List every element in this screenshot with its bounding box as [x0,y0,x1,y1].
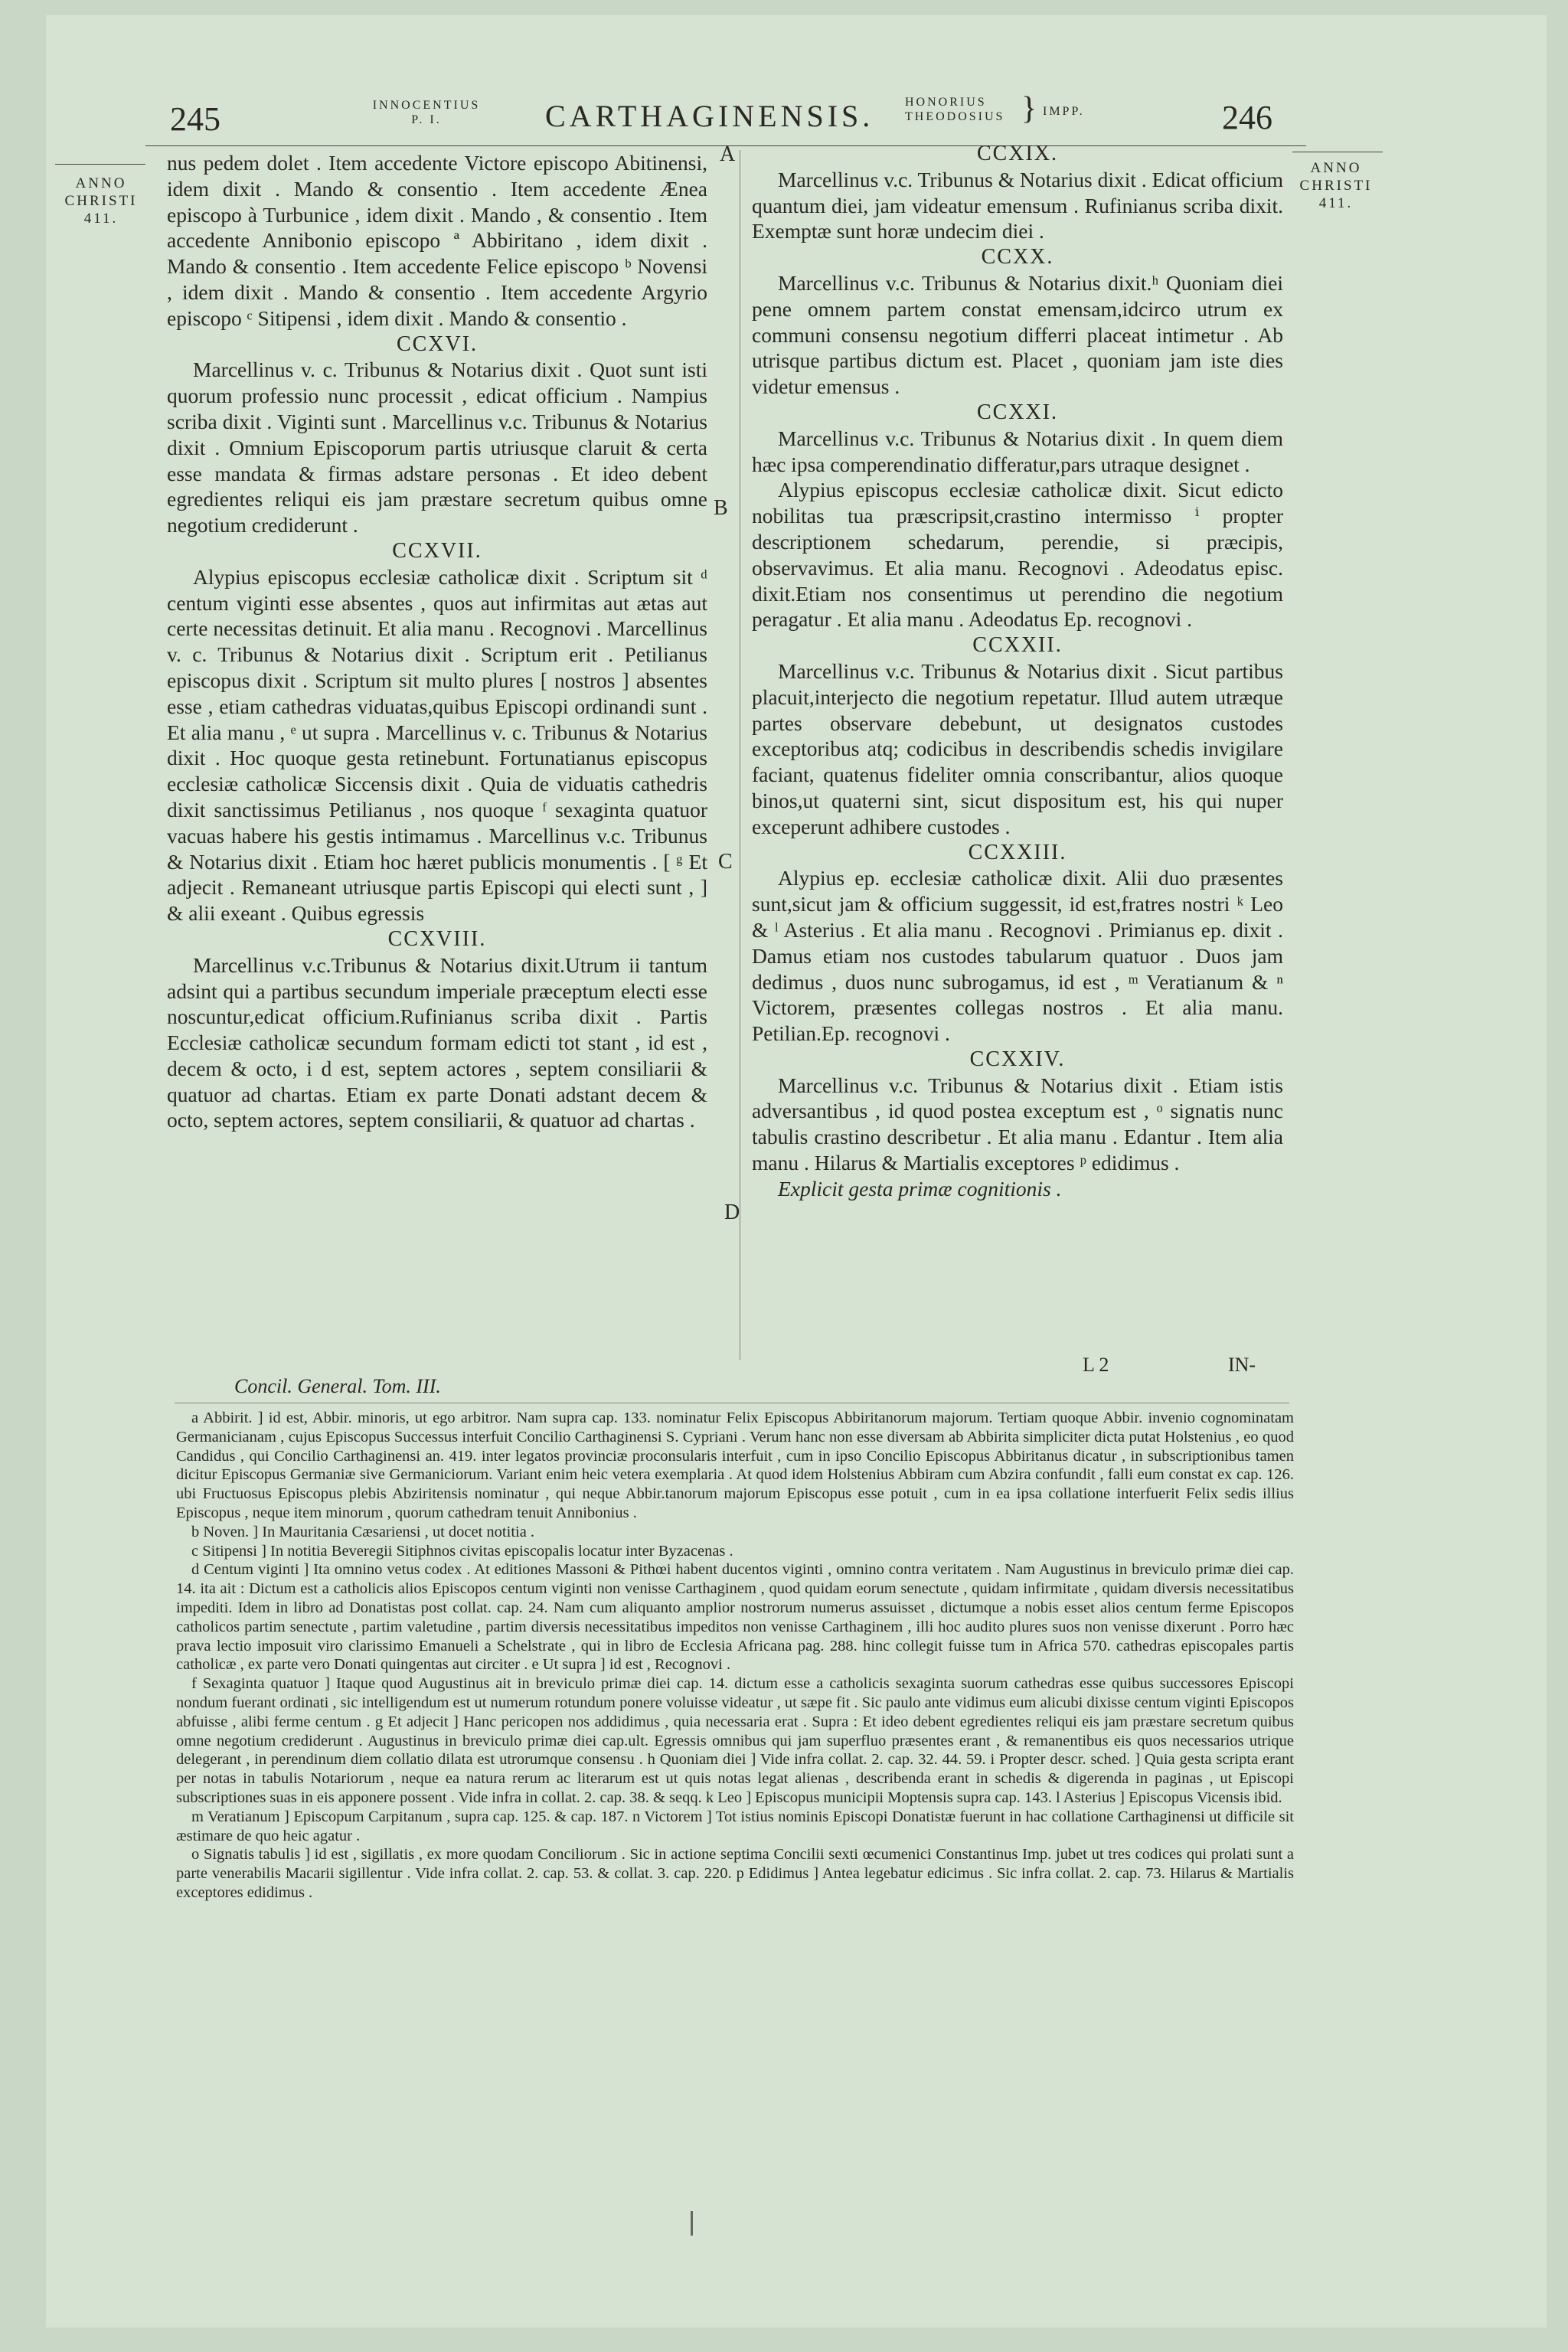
running-head-pope-number: P. I. [411,113,442,126]
footnote-f-l: f Sexaginta quatuor ] Itaque quod Augustinus ait in breviculo primæ diei cap. 14. dictum esse a catholicis sexaginta suorum cathedras esse quibus successores Episcopi nondum fuerant ordinati , sic intelligendum est ut numerum rotundum ponere voluisse videatur , ut sæpe fit . Sic paulo ante vidimus eum alicubi dixisse centum viginti Episcopos abfuisse , alibi ferme centum . g Et adjecit ] Hanc pericopen nos addidimus , quia necessaria erat . Supra : Et ideo debent egredientes reliqui eis jam præstare secretum quibus omne negotium crediderunt . Augustinus in breviculo primæ diei cap.ult. Egressis omnibus qui jam superfluo præsentes erant , & remanentibus eis quos necessarios utrique delegerant , in perendinum diem collatio dilata est utrorumque consensu . h Quoniam diei ] Vide infra collat. 2. cap. 32. 44. 59. i Propter descr. sched. ] Quia gesta scripta erant per notas in tabulis Notariorum , neque ea natura rerum ac literarum est ut quis notas legat alienas , describenda erant in schedis & digerenda in paginas , ut Episcopi subscriptiones suas in eis apponere possent . Vide infra in collat. 2. cap. 38. & seqq. k Leo ] Episcopus municipii Moptensis supra cap. 143. l Asterius ] Episcopus Vicensis ibid. [176,1675,1294,1806]
side-label-christi: CHRISTI [64,193,138,209]
side-label-christi: CHRISTI [1299,178,1373,194]
side-label-left [63,175,139,227]
chapter-heading-217: CCXVII. [392,538,482,563]
chapter-heading-216: CCXVI. [396,332,479,356]
chapter-heading-220: CCXX. [981,245,1054,270]
right-para-2: Marcellinus v.c. Tribunus & Notarius dixit.ʰ Quoniam diei pene omnem partem constat emensam,idcirco utrum ex communi consensu negotium differri placeat intimetur . Ab utrisque partibus dictum est. Placet , quoniam jam iste dies videtur emensus . [752,270,1283,399]
running-head-emperors [905,95,1020,124]
margin-letter-d: D [724,1200,740,1224]
left-para-3: Marcellinus v.c.Tribunus & Notarius dixit.Utrum ii tantum adsint qui a partibus secundum imperiale præceptum electi esse noscuntur,edicat officium.Rufinianus scriba dixit . Partis Ecclesiæ catholicæ secundum formam edicti tot stant , id est , decem & octo, i d est, septem actores , septem consiliarii & quatuor ad chartas. Etiam ex parte Donati adstant decem & octo, septem actores, septem consiliarii, & quatuor ad chartas . [167,952,707,1132]
left-para-1: Marcellinus v. c. Tribunus & Notarius dixit . Quot sunt isti quorum professio nunc processit , edicat officium . Nampius scriba dixit . Viginti sunt . Marcellinus v.c. Tribunus & Notarius dixit . Omnium Episcoporum partis utriusque claruit & certa esse mandata & firmas adstare personas . Et ideo debent egredientes reliqui eis jam præstare secretum quibus omne negotium crediderunt . [167,358,707,537]
running-head-pope: INNOCENTIUS [372,99,481,112]
running-head-left [354,98,499,127]
catchword: IN- [1228,1354,1256,1376]
footnote-c: c Sitipensi ] In notitia Beveregii Sitiphnos civitas episcopalis locatur inter Byzacenas . [191,1542,733,1560]
right-para-7: Marcellinus v.c. Tribunus & Notarius dixit . Etiam istis adversantibus , id quod postea exceptum est , ᵒ signatis nunc tabulis crastino describetur . Et alia manu . Edantur . Item alia manu . Hilarus & Martialis exceptores ᵖ edidimus . [752,1073,1283,1175]
footnotes [176,1409,1294,1903]
page-title: CARTHAGINENSIS. [545,99,874,133]
footnote-m-n: m Veratianum ] Episcopum Carpitanum , supra cap. 125. & cap. 187. n Victorem ] Tot istius nominis Episcopi Donatistæ fuerunt in hac collatione Carthaginensi ut difficile sit æstimare de quo heic agatur . [176,1808,1294,1844]
right-column [752,141,1283,1351]
right-para-3: Marcellinus v.c. Tribunus & Notarius dixit . In quem diem hæc ipsa comperendinatio differatur,pars utraque designet . [752,426,1283,476]
right-para-4: Alypius episcopus ecclesiæ catholicæ dixit. Sicut edicto nobilitas tua præscripsit,crastino intermisso ⁱ propter descriptionem schedarum, perendie, si præcipis, observavimus. Et alia manu. Recognovi . Adeodatus episc. dixit.Etiam nos consentimus ut perendino die negotium peragatur . Et alia manu . Adeodatus Ep. recognovi . [752,478,1283,632]
chapter-heading-218: CCXVIII. [387,926,487,951]
side-label-anno: ANNO [1310,160,1362,176]
brace-glyph: } [1021,91,1037,126]
explicit-line: Explicit gesta primæ cognitionis . [778,1176,1062,1200]
right-para-5: Marcellinus v.c. Tribunus & Notarius dixit . Sicut partibus placuit,interjecto die negotium repetatur. Illud autem utræque partes observare debebunt, ut designatos custodes exceptoribus atq; codicibus in describendis schedis invigilare faciant, quatenus fideliter omnia conscribantur, alios quoque binos,ut quaterni sint, sicut dispositum est, his qui nuper exceperunt adhibere custodes . [752,658,1283,838]
footnote-d-e: d Centum viginti ] Ita omnino vetus codex . At editiones Massoni & Pithœi habent ducentos viginti , omnino contra veritatem . Nam Augustinus in breviculo primæ diei cap. 14. ita ait : Dictum est a catholicis alios Episcopos centum viginti non venisse Carthaginem , quod quidam eorum senectute , quidam infirmitate , quidam diversis necessitatibus impediti. Idem in libro ad Donatistas post collat. cap. 24. Nam cum aliquanto amplior nostrorum numerus assuisset , dictumque a nobis esset alios centum ferme Episcopos catholicos partim senectute , partim valetudine , partim diversis necessitatibus impeditos non venisse Carthaginem , illi hoc audito plures suos non venisse dixerunt . Porro hæc prava lectio imposuit viro clarissimo Emanueli a Schelstrate , qui in libro de Ecclesia Africana pag. 288. hinc collegit fuisse tum in Africa 570. cathedras episcopales partis catholicæ , ex parte vero Donati quingentas aut circiter . e Ut supra ] id est , Recognovi . [176,1561,1294,1674]
side-label-right [1294,159,1378,212]
right-page-number: 246 [1222,99,1272,136]
footnote-a: a Abbirit. ] id est, Abbir. minoris, ut ego arbitror. Nam supra cap. 133. nominatur Felix Episcopus Abbiritanorum majorum. Tertiam quoque Abbir. invenio cognominatam Germanicianam , cujus Episcopus Successus interfuit Concilio Carthaginensi S. Cypriani . Verum hanc non esse diversam ab Abbirita simpliciter dicta putat Holstenius , eo quod Candidus , qui Concilio Carthaginensi an. 419. inter legatos provinciæ proconsularis interfuit , cum in ipso Concilio Episcopus Abbiritanus dicatur , in subscriptionibus tamen dicitur Episcopus Germaniæ sive Germaniciorum. Variant enim heic vetera exemplaria . At quod idem Holstenius Abbiram cum Abzira confundit , falli eum constat ex cap. 126. ubi Fructuosus Episcopus plebis Abziritensis nominatur , qui neque Abbir.tanorum majorum Episcopus esse potuit , cum in ea ipsa collatione interfuerit Felix sedis illius Episcopus , neque item minorum , quorum cathedram tenuit Annibonius . [176,1410,1294,1521]
side-label-anno: ANNO [75,175,127,191]
left-para-0: nus pedem dolet . Item accedente Victore episcopo Abitinensi, idem dixit . Mando & consentio . Item accedente Æneа episcopo à Turbunice , idem dixit . Mando , & consentio . Item accedente Annibonio episcopo ª Abbiritano , idem dixit . Mando & consentio . Item accedente Felice episcopo ᵇ Novensi , idem dixit . Mando & consentio . Item accedente Argyrio episcopo ᶜ Sitipensi , idem dixit . Mando & consentio . [167,151,707,330]
chapter-heading-221: CCXXI. [976,400,1059,424]
chapter-heading-223: CCXXIII. [968,840,1067,864]
emperor-2: THEODOSIUS [905,110,1005,123]
left-page-number: 245 [170,100,220,138]
side-label-year: 411. [1318,195,1354,211]
side-rule-left [55,164,145,165]
volume-footer: Concil. General. Tom. III. [234,1375,441,1397]
signature-mark: L 2 [1083,1354,1109,1376]
footnote-b: b Noven. ] In Mauritania Cæsariensi , ut docet notitia . [191,1523,535,1540]
margin-letter-b: B [714,496,728,520]
chapter-heading-222: CCXXII. [972,633,1063,658]
ink-mark [691,2211,693,2236]
margin-letter-a: A [720,142,736,166]
margin-letter-c: C [718,850,733,874]
right-para-6: Alypius ep. ecclesiæ catholicæ dixit. Alii duo præsentes sunt,sicut jam & officium suggessit, id est,fratres nostri ᵏ Leo & ˡ Asterius . Et alia manu . Recognovi . Primianus ep. dixit . Damus etiam nos custodes tabularum quatuor . Duos jam dedimus , duos nunc subrogamus, id est , ᵐ Veratianum & ⁿ Victorem, præsentes collegas nostros . Et alia manu. Petilian.Ep. recognovi . [752,866,1283,1046]
left-column [167,150,707,1372]
imperatores-label: IMPP. [1043,105,1085,118]
left-para-2: Alypius episcopus ecclesiæ catholicæ dixit . Scriptum sit ᵈ centum viginti esse absentes , quos aut infirmitas aut ætas aut certe necessitas detinuit. Et alia manu . Recognovi . Marcellinus v. c. Tribunus & Notarius dixit . Scriptum erit . Petilianus episcopus dixit . Scriptum sit multo plures [ nostros ] absentes esse , etiam cathedras viduatas,quibus Episcopi ordinandi sunt . Et alia manu , ᵉ ut supra . Marcellinus v. c. Tribunus & Notarius dixit . Hoc quoque gesta retinebunt. Fortunatianus episcopus ecclesiæ catholicæ Siccensis dixit . Quia de viduatis cathedris dixit sanctissimus Petilianus , nos quoque ᶠ sexaginta quatuor vacuas habere his gestis intimamus . Marcellinus v.c. Tribunus & Notarius dixit . Etiam hoc hæret publicis monumentis . [ ᵍ Et adjecit . Remaneant utriusque partis Episcopi qui electi sunt , ] & alii exeant . Quibus egressis [167,564,707,926]
side-label-year: 411. [83,211,119,227]
emperor-1: HONORIUS [905,96,987,109]
chapter-heading-219: CCXIX. [976,142,1059,165]
footnote-o-p: o Signatis tabulis ] id est , sigillatis , ex more quodam Conciliorum . Sic in actione septima Concilii sexti œcumenici Constantinus Imp. jubet ut tres codices qui prolati sunt a parte venerabilis Macarii sigillentur . Vide infra collat. 2. cap. 53. & collat. 3. cap. 220. p Edidimus ] Antea legebatur edicimus . Sic infra collat. 2. cap. 73. Hilarus & Martialis exceptores edidimus . [176,1846,1294,1901]
right-para-1: Marcellinus v.c. Tribunus & Notarius dixit . Edicat officium quantum diei, jam videatur emensum . Rufinianus scriba dixit. Exemptæ sunt horæ undecim diei . [752,167,1283,243]
chapter-heading-224: CCXXIV. [969,1047,1066,1071]
